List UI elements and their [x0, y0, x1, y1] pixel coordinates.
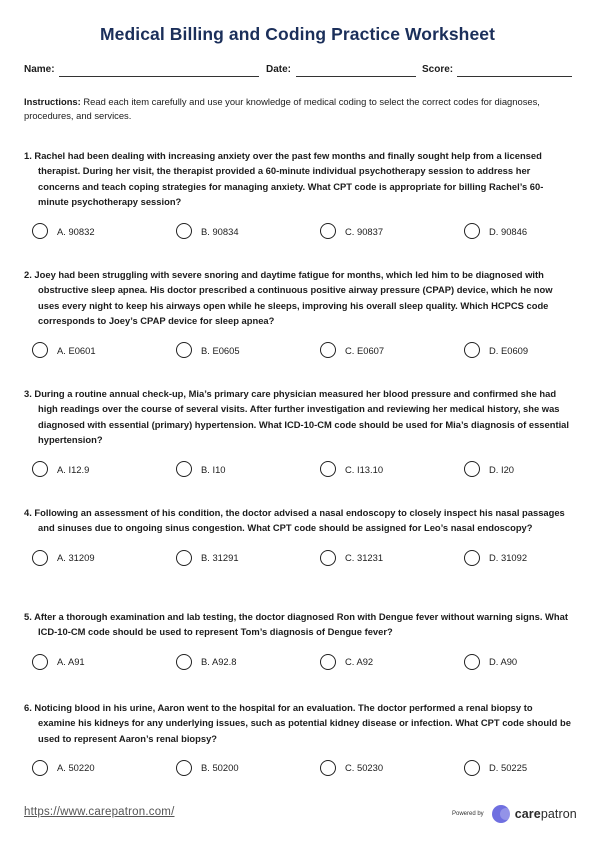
question-text: 6. Noticing blood in his urine, Aaron went to the hospital for an evaluation. The doctor performed a renal biopsy to examine his kidneys for any underlying issues, such as potential kidney disease or infection. What CPT code should be used to represent Aaron’s renal biopsy?: [24, 702, 571, 744]
instructions-text: Read each item carefully and use your knowledge of medical coding to select the correct codes for diagnoses, procedures, and services.: [24, 96, 540, 121]
answer-options: [24, 340, 572, 362]
answer-options: [24, 459, 572, 481]
date-field[interactable]: [296, 76, 416, 77]
option-c[interactable]: [312, 340, 384, 360]
name-label: Name:: [24, 64, 55, 75]
brand-bold: care: [514, 807, 541, 821]
option-label: B. 90834: [201, 225, 239, 237]
question-1: [24, 148, 572, 243]
option-b[interactable]: [168, 221, 239, 241]
radio-circle-icon[interactable]: [464, 550, 480, 566]
student-info-fields: [24, 63, 572, 79]
option-label: D. 31092: [489, 552, 528, 564]
option-d[interactable]: [456, 459, 514, 479]
radio-circle-icon[interactable]: [464, 342, 480, 358]
option-c[interactable]: [312, 221, 383, 241]
answer-options: [24, 652, 572, 674]
option-b[interactable]: [168, 758, 239, 778]
radio-circle-icon[interactable]: [176, 342, 192, 358]
option-c[interactable]: [312, 652, 373, 672]
option-label: B. A92.8: [201, 656, 237, 668]
option-c[interactable]: [312, 548, 383, 568]
option-label: D. 50225: [489, 762, 528, 774]
worksheet-title: Medical Billing and Coding Practice Worksheet: [99, 24, 496, 44]
radio-circle-icon[interactable]: [176, 223, 192, 239]
radio-circle-icon[interactable]: [32, 461, 48, 477]
powered-by-label: Powered by: [452, 811, 484, 817]
option-label: B. E0605: [201, 344, 240, 356]
option-a[interactable]: [24, 340, 96, 360]
option-a[interactable]: [24, 221, 95, 241]
answer-options: [24, 758, 572, 780]
option-c[interactable]: [312, 459, 383, 479]
date-label: Date:: [266, 64, 292, 75]
radio-circle-icon[interactable]: [320, 760, 336, 776]
brand-rest: patron: [540, 807, 577, 821]
instructions-label: Instructions:: [24, 96, 81, 107]
option-d[interactable]: [456, 758, 527, 778]
option-b[interactable]: [168, 340, 240, 360]
option-label: A. A91: [57, 656, 85, 668]
option-d[interactable]: [456, 652, 517, 672]
question-text: 4. Following an assessment of his condition, the doctor advised a nasal endoscopy to closely inspect his nasal passages and sinuses due to ongoing sinus congestion. What CPT code should be assigned for Leo’s nasal endoscopy?: [24, 507, 565, 534]
question-5: [24, 609, 572, 674]
option-d[interactable]: [456, 340, 528, 360]
answer-options: [24, 548, 572, 570]
option-b[interactable]: [168, 548, 239, 568]
option-label: A. 31209: [57, 552, 95, 564]
option-label: B. I10: [201, 463, 226, 475]
score-field[interactable]: [457, 76, 572, 77]
radio-circle-icon[interactable]: [464, 223, 480, 239]
radio-circle-icon[interactable]: [32, 342, 48, 358]
powered-by-carepatron: [452, 803, 577, 825]
option-label: D. E0609: [489, 344, 529, 356]
radio-circle-icon[interactable]: [176, 654, 192, 670]
question-text: 3. During a routine annual check-up, Mia’s primary care physician measured her blood pressure and confirmed she had high readings over the course of several visits. After further investigation and reviewing her medical history, she was diagnosed with essential (primary) hypertension. What ICD-10-CM code should be used for Mia’s diagnosis of essential hypertension?: [24, 388, 569, 445]
question-6: [24, 700, 572, 780]
answer-options: [24, 221, 572, 243]
option-a[interactable]: [24, 459, 89, 479]
radio-circle-icon[interactable]: [320, 550, 336, 566]
carepatron-logo-icon: [490, 804, 512, 824]
option-label: C. I13.10: [345, 463, 384, 475]
option-label: B. 50200: [201, 762, 239, 774]
question-3: [24, 386, 572, 481]
question-text: 1. Rachel had been dealing with increasing anxiety over the past few months and finally sought help from a licensed therapist. During her visit, the therapist provided a 60-minute individual psychotherapy session to address her concerns and teach coping strategies for managing anxiety. What CPT code is appropriate for billing Rachel’s 60-minute psychotherapy session?: [24, 150, 544, 207]
radio-circle-icon[interactable]: [32, 223, 48, 239]
question-text: 2. Joey had been struggling with severe snoring and daytime fatigue for months, which led him to be diagnosed with obstructive sleep apnea. His doctor prescribed a continuous positive airway pressure (CPAP) device, which he now uses every night to keep his airways open while he sleeps, improving his overall sleep quality. Which HCPCS code corresponds to Joey’s CPAP device for sleep apnea?: [24, 269, 553, 326]
radio-circle-icon[interactable]: [176, 550, 192, 566]
option-b[interactable]: [168, 459, 226, 479]
option-d[interactable]: [456, 221, 527, 241]
radio-circle-icon[interactable]: [32, 760, 48, 776]
option-label: C. 90837: [345, 225, 384, 237]
option-label: A. 50220: [57, 762, 95, 774]
radio-circle-icon[interactable]: [320, 654, 336, 670]
option-label: C. 50230: [345, 762, 384, 774]
carepatron-website-link[interactable]: https://www.carepatron.com/: [24, 806, 175, 818]
option-b[interactable]: [168, 652, 236, 672]
option-c[interactable]: [312, 758, 383, 778]
radio-circle-icon[interactable]: [320, 461, 336, 477]
radio-circle-icon[interactable]: [176, 461, 192, 477]
radio-circle-icon[interactable]: [464, 760, 480, 776]
option-label: A. 90832: [57, 225, 95, 237]
radio-circle-icon[interactable]: [464, 461, 480, 477]
score-label: Score:: [422, 64, 454, 75]
option-a[interactable]: [24, 548, 95, 568]
carepatron-wordmark: [515, 807, 577, 821]
option-label: B. 31291: [201, 552, 239, 564]
option-label: D. 90846: [489, 225, 528, 237]
question-2: [24, 267, 572, 362]
option-label: C. A92: [345, 656, 374, 668]
option-label: D. I20: [489, 463, 515, 475]
radio-circle-icon[interactable]: [176, 760, 192, 776]
radio-circle-icon[interactable]: [320, 223, 336, 239]
option-a[interactable]: [24, 758, 95, 778]
question-text: 5. After a thorough examination and lab testing, the doctor diagnosed Ron with Dengue fever without warning signs. What ICD-10-CM code should be used to represent Tom’s diagnosis of Dengue fever?: [24, 611, 568, 638]
option-label: C. 31231: [345, 552, 384, 564]
radio-circle-icon[interactable]: [32, 550, 48, 566]
radio-circle-icon[interactable]: [464, 654, 480, 670]
radio-circle-icon[interactable]: [320, 342, 336, 358]
option-label: A. I12.9: [57, 463, 90, 475]
option-a[interactable]: [24, 652, 85, 672]
radio-circle-icon[interactable]: [32, 654, 48, 670]
question-4: [24, 505, 572, 570]
option-label: D. A90: [489, 656, 518, 668]
name-field[interactable]: [59, 76, 259, 77]
option-label: C. E0607: [345, 344, 385, 356]
option-d[interactable]: [456, 548, 527, 568]
instructions: [24, 95, 564, 122]
option-label: A. E0601: [57, 344, 96, 356]
